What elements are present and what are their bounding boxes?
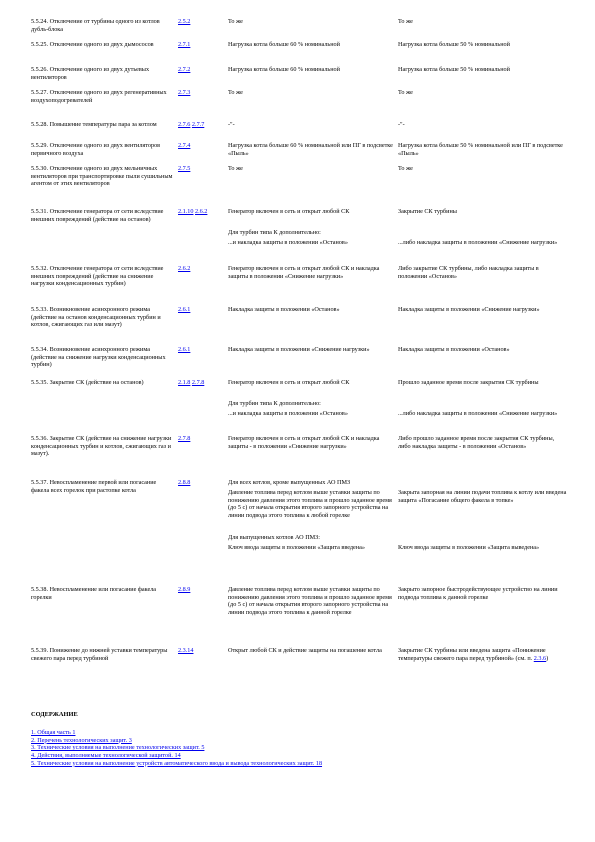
clause-ref-link[interactable]: 2.8.9 xyxy=(178,586,191,593)
action-condition xyxy=(228,647,396,655)
cell-text: Накладка защиты в положении «Останов» xyxy=(398,346,510,353)
cell-text: Ключ ввода защиты в положении «Защита выведена» xyxy=(398,544,540,551)
clause-refs xyxy=(178,18,226,26)
toc-link-1[interactable]: 1. Общая часть 1 xyxy=(31,728,76,736)
clause-refs xyxy=(178,647,226,655)
action-condition xyxy=(228,121,396,129)
clause-ref-link[interactable]: 2.7.1 xyxy=(178,41,191,48)
clause-name: 5.5.31. Отключение генератора от сети вследствие внешних повреждений (действие на останов) xyxy=(31,208,164,223)
clause-ref-link[interactable]: 2.1.10 xyxy=(178,208,194,215)
cell-text: То же xyxy=(228,18,243,25)
cell-text: Открыт любой СК и действие защиты на погашение котла xyxy=(228,647,382,654)
cell-text: ...и накладка защиты в положении «Останов» xyxy=(228,239,348,246)
clause-name: 5.5.32. Отключение генератора от сети вследствие внешних повреждений (действие на снижение нагрузки конденсационных турбин) xyxy=(31,265,164,288)
cell-text: Нагрузка котла больше 60 % номинальной xyxy=(228,41,340,48)
removal-condition xyxy=(398,142,568,157)
removal-condition xyxy=(398,346,568,354)
clause-refs xyxy=(178,479,226,487)
removal-condition xyxy=(398,89,568,97)
clause-ref-link[interactable]: 2.1.8 xyxy=(178,379,191,386)
clause-refs xyxy=(178,66,226,74)
clause-ref-link[interactable]: 2.8.8 xyxy=(178,479,191,486)
cell-text: Нагрузка котла больше 50 % номинальной или ПГ в подсветке «Пыль» xyxy=(398,142,563,157)
clause-name: 5.5.24. Отключение от турбины одного из котлов дубль-блока xyxy=(31,18,160,33)
action-condition xyxy=(228,18,396,26)
action-condition xyxy=(228,66,396,74)
clause-ref-link[interactable]: 2.7.8 xyxy=(178,435,191,442)
cell-text: Накладка защиты в положении «Снижение нагрузки» xyxy=(398,306,540,313)
cell-text: -"- xyxy=(228,121,235,128)
cell-text: Прошло заданное время после закрытия СК турбины xyxy=(398,379,539,386)
clause-name: 5.5.38. Невоспламенение или погасание факела горелки xyxy=(31,586,157,601)
toc-link-4[interactable]: 4. Действия, выполняемые технологической защитой. 14 xyxy=(31,752,181,760)
removal-condition xyxy=(398,306,568,314)
cell-text: Нагрузка котла больше 50 % номинальной xyxy=(398,66,510,73)
cell-text: Для турбин типа К дополнительно: xyxy=(228,229,321,236)
cell-text: Нагрузка котла больше 60 % номинальной или ПГ в подсветке «Пыль» xyxy=(228,142,393,157)
clause-refs xyxy=(178,435,226,443)
action-condition xyxy=(228,435,396,450)
clause-refs xyxy=(178,41,226,49)
cell-text: ...либо накладка защиты в положении «Снижение нагрузки» xyxy=(398,410,558,417)
clause-ref-link[interactable]: 2.7.4 xyxy=(178,142,191,149)
cell-text: То же xyxy=(398,18,413,25)
clause-refs xyxy=(178,306,226,314)
removal-condition xyxy=(398,586,568,601)
clause-ref-link[interactable]: 2.7.3 xyxy=(178,89,191,96)
clause-refs xyxy=(178,346,226,354)
clause-refs xyxy=(178,142,226,150)
cell-text: Закрыто запорное быстродействующее устройство на линии подвода топлива к данной горелке xyxy=(398,586,558,601)
clause-refs xyxy=(178,265,226,273)
cell-text: Закрытие СК турбины или введена защита «Понижение температуры свежего пара перед турбиной» (см. п. 2.3.6) xyxy=(398,647,549,662)
action-condition xyxy=(228,586,396,616)
removal-condition xyxy=(398,18,568,26)
table-of-contents xyxy=(31,711,322,768)
cell-text: Ключ ввода защиты в положении «Защита введена» xyxy=(228,544,365,551)
action-condition xyxy=(228,41,396,49)
toc-link-3[interactable]: 3. Технические условия на выполнение технологических защит. 5 xyxy=(31,744,205,752)
clause-refs xyxy=(178,586,226,594)
action-condition xyxy=(228,265,396,280)
action-condition xyxy=(228,306,396,314)
clause-name: 5.5.25. Отключение одного из двух дымососов xyxy=(31,41,154,48)
clause-ref-link[interactable]: 2.7.2 xyxy=(178,66,191,73)
action-condition xyxy=(228,142,396,157)
clause-name: 5.5.36. Закрытие СК (действие на снижение нагрузки конденсационных турбин и котлов, сжигающих газ и мазут). xyxy=(31,435,172,458)
clause-ref-link[interactable]: 2.6.2 xyxy=(178,265,191,272)
cell-text: Давление топлива перед котлом выше уставки защиты по понижению давления этого топлива и прошло заданное время (до 5 с) от начала открытия второго запорного устройства на линии подвода этого топлива к данной горелке xyxy=(228,586,392,616)
removal-condition xyxy=(398,41,568,49)
clause-name: 5.5.33. Возникновение асинхронного режима (действие на останов конденсационных турбин и котлов, сжигающих газ или мазут) xyxy=(31,306,161,329)
clause-ref-link[interactable]: 2.3.14 xyxy=(178,647,194,654)
cell-text: Накладка защиты в положении «Останов» xyxy=(228,306,340,313)
cell-text: То же xyxy=(398,89,413,96)
clause-name: 5.5.37. Невоспламенение первой или погасание факела всех горелок при растопке котла xyxy=(31,479,157,494)
cell-text: То же xyxy=(398,165,413,172)
clause-name: 5.5.35. Закрытие СК (действие на останов) xyxy=(31,379,144,386)
clause-name: 5.5.39. Понижение до нижней уставки температуры свежего пара перед турбиной xyxy=(31,647,168,662)
cell-text: Закрыта запорная на линии подачи топлива к котлу или введена защита «Погасание общего факела в топке» xyxy=(398,489,567,504)
clause-name: 5.5.29. Отключение одного из двух вентиляторов первичного воздуха xyxy=(31,142,161,157)
cell-text: Для турбин типа К дополнительно: xyxy=(228,400,321,407)
removal-condition xyxy=(398,66,568,74)
cell-text: Нагрузка котла больше 50 % номинальной xyxy=(398,41,510,48)
clause-ref-link[interactable]: 2.7.5 xyxy=(178,165,191,172)
cell-text: Для выпущенных котлов АО ПМЗ: xyxy=(228,534,320,541)
clause-name: 5.5.34. Возникновение асинхронного режима (действие на снижение нагрузки конденсационных турбин) xyxy=(31,346,166,369)
clause-ref-link[interactable]: 2.6.1 xyxy=(178,306,191,313)
removal-condition xyxy=(398,265,568,280)
cell-text: Либо закрытие СК турбины, либо накладка защиты в положении «Останов» xyxy=(398,265,539,280)
action-condition xyxy=(228,165,396,173)
clause-ref-link[interactable]: 2.6.1 xyxy=(178,346,191,353)
toc-link-5[interactable]: 5. Технические условия на выполнение устройств автоматического ввода и вывода технологических защит. 18 xyxy=(31,759,323,767)
removal-condition xyxy=(398,121,568,129)
cell-text: Либо прошло заданное время после закрытия СК турбины, либо накладка защиты - в положении «Останов» xyxy=(398,435,555,450)
toc-link-2[interactable]: 2. Перечень технологических защит. 3 xyxy=(31,736,132,744)
clause-name: 5.5.26. Отключение одного из двух дутьевых вентиляторов xyxy=(31,66,150,81)
cell-text: Для всех котлов, кроме выпущенных АО ПМЗ xyxy=(228,479,351,486)
clause-ref-link[interactable]: 2.7.6 xyxy=(178,121,191,128)
clause-refs xyxy=(178,379,226,387)
removal-condition xyxy=(398,435,568,450)
clause-ref-link[interactable]: 2.7.7 xyxy=(191,121,205,128)
clause-ref-link[interactable]: 2.3.6 xyxy=(533,654,547,662)
cell-text: Генератор включен в сеть и открыт любой СК и накладка защиты в положении «Снижение нагрузки» xyxy=(228,265,380,280)
clause-ref-link[interactable]: 2.6.2 xyxy=(195,208,208,215)
cell-text: Давление топлива перед котлом выше уставки защиты по понижению давления этого топлива и прошло заданное время (до 5 с) от начала открытия второго запорного устройства на линии подвода этого топлива к любой горелке xyxy=(228,489,392,519)
action-condition xyxy=(228,89,396,97)
clause-name: 5.5.27. Отключение одного из двух регенеративных воздухоподогревателей xyxy=(31,89,167,104)
cell-text: Закрытие СК турбины xyxy=(398,208,457,215)
cell-text: ...и накладка защиты в положении «Останов» xyxy=(228,410,348,417)
cell-text: Генератор включен в сеть и открыт любой СК xyxy=(228,379,350,386)
toc-title: СОДЕРЖАНИЕ xyxy=(31,711,78,718)
clause-ref-link[interactable]: 2.5.2 xyxy=(178,18,191,25)
cell-text: То же xyxy=(228,89,243,96)
clause-name: 5.5.30. Отключение одного из двух мельничных вентиляторов при транспортировке пыли сушильным агентом от этих вентиляторов xyxy=(31,165,173,188)
clause-refs xyxy=(178,165,226,173)
cell-text: ...либо накладка защиты в положении «Снижение нагрузки» xyxy=(398,239,558,246)
cell-text: То же xyxy=(228,165,243,172)
clause-name: 5.5.28. Повышение температуры пара за котлом xyxy=(31,121,157,128)
cell-text: -"- xyxy=(398,121,405,128)
removal-condition xyxy=(398,165,568,173)
clause-refs xyxy=(178,208,226,216)
cell-text: Накладка защиты в положении «Снижение нагрузки» xyxy=(228,346,370,353)
removal-condition xyxy=(398,647,568,662)
clause-ref-link[interactable]: 2.7.8 xyxy=(191,379,205,386)
clause-refs xyxy=(178,121,226,129)
clause-refs xyxy=(178,89,226,97)
action-condition xyxy=(228,346,396,354)
cell-text: Генератор включен в сеть и открыт любой СК и накладка защиты - в положении «Снижение нагрузки» xyxy=(228,435,380,450)
cell-text: Нагрузка котла больше 60 % номинальной xyxy=(228,66,340,73)
cell-text: Генератор включен в сеть и открыт любой СК xyxy=(228,208,350,215)
